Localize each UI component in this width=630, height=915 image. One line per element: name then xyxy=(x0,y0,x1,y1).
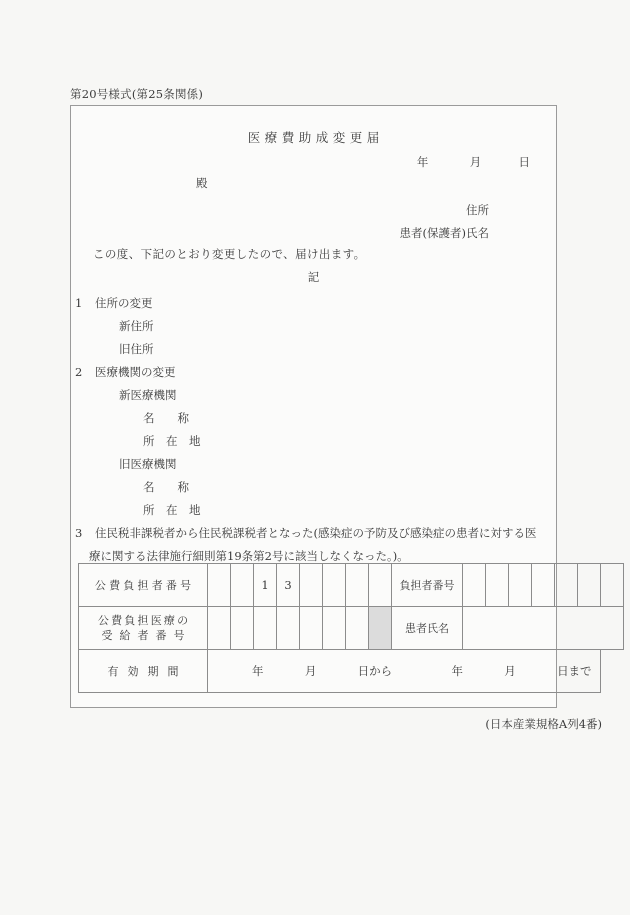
payer-number-right-cell-2[interactable] xyxy=(486,564,509,607)
payer-number-cell-8[interactable] xyxy=(369,564,392,607)
period-to-day: 日まで xyxy=(557,664,592,678)
payer-number-cell-3[interactable]: 1 xyxy=(254,564,277,607)
item-2-new-institution-address: 所 在 地 xyxy=(143,434,201,448)
item-2-old-institution-name: 名 称 xyxy=(143,480,189,494)
item-3-label-line-1: 住民税非課税者から住民税課税者となった(感染症の予防及び感染症の患者に対する医 xyxy=(95,526,537,540)
row-label-payer-number: 負担者番号 xyxy=(392,564,463,607)
date-month-label: 月 xyxy=(469,155,482,169)
payer-number-right-cell-7[interactable] xyxy=(601,564,624,607)
payer-number-cell-6[interactable] xyxy=(323,564,346,607)
benefit-number-table xyxy=(78,563,624,693)
period-from-day: 日から xyxy=(357,664,393,678)
period-to-month: 月 xyxy=(504,664,516,678)
date-year-label: 年 xyxy=(416,155,429,169)
item-1-label: 住所の変更 xyxy=(95,296,153,310)
payer-number-right-cell-1[interactable] xyxy=(463,564,486,607)
row-label-public-payer-number: 公費負担者番号 xyxy=(79,564,208,607)
item-2-new-institution-name: 名 称 xyxy=(143,411,189,425)
date-line xyxy=(417,154,530,170)
recipient-number-cell-3[interactable] xyxy=(254,607,277,650)
recipient-number-cell-8-shaded xyxy=(369,607,392,650)
payer-number-right-cell-4[interactable] xyxy=(532,564,555,607)
page-title: 医療費助成変更届 xyxy=(247,130,384,145)
period-from-year: 年 xyxy=(252,664,264,678)
item-1-number: 1 xyxy=(75,296,83,310)
payer-number-right-cell-5[interactable] xyxy=(555,564,578,607)
form-number-label: 第20号様式(第25条関係) xyxy=(70,87,204,101)
row-label-valid-period: 有効期間 xyxy=(79,650,208,693)
table-row-public-payer-number xyxy=(79,564,624,607)
valid-period-field[interactable] xyxy=(208,650,601,693)
item-2-label: 医療機関の変更 xyxy=(95,365,176,379)
address-label: 住所 xyxy=(466,203,489,217)
period-to-year: 年 xyxy=(451,664,463,678)
payer-number-cell-2[interactable] xyxy=(231,564,254,607)
lead-sentence: この度、下記のとおり変更したので、届け出ます。 xyxy=(93,247,366,261)
recipient-number-cell-5[interactable] xyxy=(300,607,323,650)
item-2-sub-new-institution: 新医療機関 xyxy=(119,388,177,402)
payer-number-right-cell-3[interactable] xyxy=(509,564,532,607)
ki-marker: 記 xyxy=(307,270,320,284)
recipient-honorific: 殿 xyxy=(196,176,208,190)
payer-number-cell-7[interactable] xyxy=(346,564,369,607)
item-1-sub-old-address: 旧住所 xyxy=(119,342,154,356)
payer-number-right-cell-6[interactable] xyxy=(578,564,601,607)
table-row-valid-period xyxy=(79,650,624,693)
form-frame xyxy=(70,105,592,708)
period-from-month: 月 xyxy=(304,664,317,678)
date-day-label: 日 xyxy=(518,155,530,169)
patient-name-field[interactable] xyxy=(463,607,624,650)
item-1-sub-new-address: 新住所 xyxy=(119,319,154,333)
table-row-recipient-number xyxy=(79,607,624,650)
row-label-recipient-number-line-2: 受給者番号 xyxy=(101,629,192,642)
recipient-number-cell-2[interactable] xyxy=(231,607,254,650)
item-2-sub-old-institution: 旧医療機関 xyxy=(119,457,177,471)
item-2-old-institution-address: 所 在 地 xyxy=(143,503,201,517)
recipient-number-cell-1[interactable] xyxy=(208,607,231,650)
patient-name-label: 患者(保護者)氏名 xyxy=(399,226,489,240)
payer-number-cell-5[interactable] xyxy=(300,564,323,607)
payer-number-cell-4[interactable]: 3 xyxy=(277,564,300,607)
recipient-number-cell-7[interactable] xyxy=(346,607,369,650)
row-label-recipient-number xyxy=(79,607,208,650)
row-label-recipient-number-line-1: 公費負担医療の xyxy=(97,614,191,627)
item-3-number: 3 xyxy=(75,526,83,540)
payer-number-cell-1[interactable] xyxy=(208,564,231,607)
paper-standard-note: (日本産業規格A列4番) xyxy=(485,717,602,731)
item-3-label-line-2: 療に関する法律施行細則第19条第2号に該当しなくなった。)。 xyxy=(89,549,409,563)
row-label-patient-name: 患者氏名 xyxy=(392,607,463,650)
recipient-number-cell-4[interactable] xyxy=(277,607,300,650)
item-2-number: 2 xyxy=(75,365,83,379)
recipient-number-cell-6[interactable] xyxy=(323,607,346,650)
